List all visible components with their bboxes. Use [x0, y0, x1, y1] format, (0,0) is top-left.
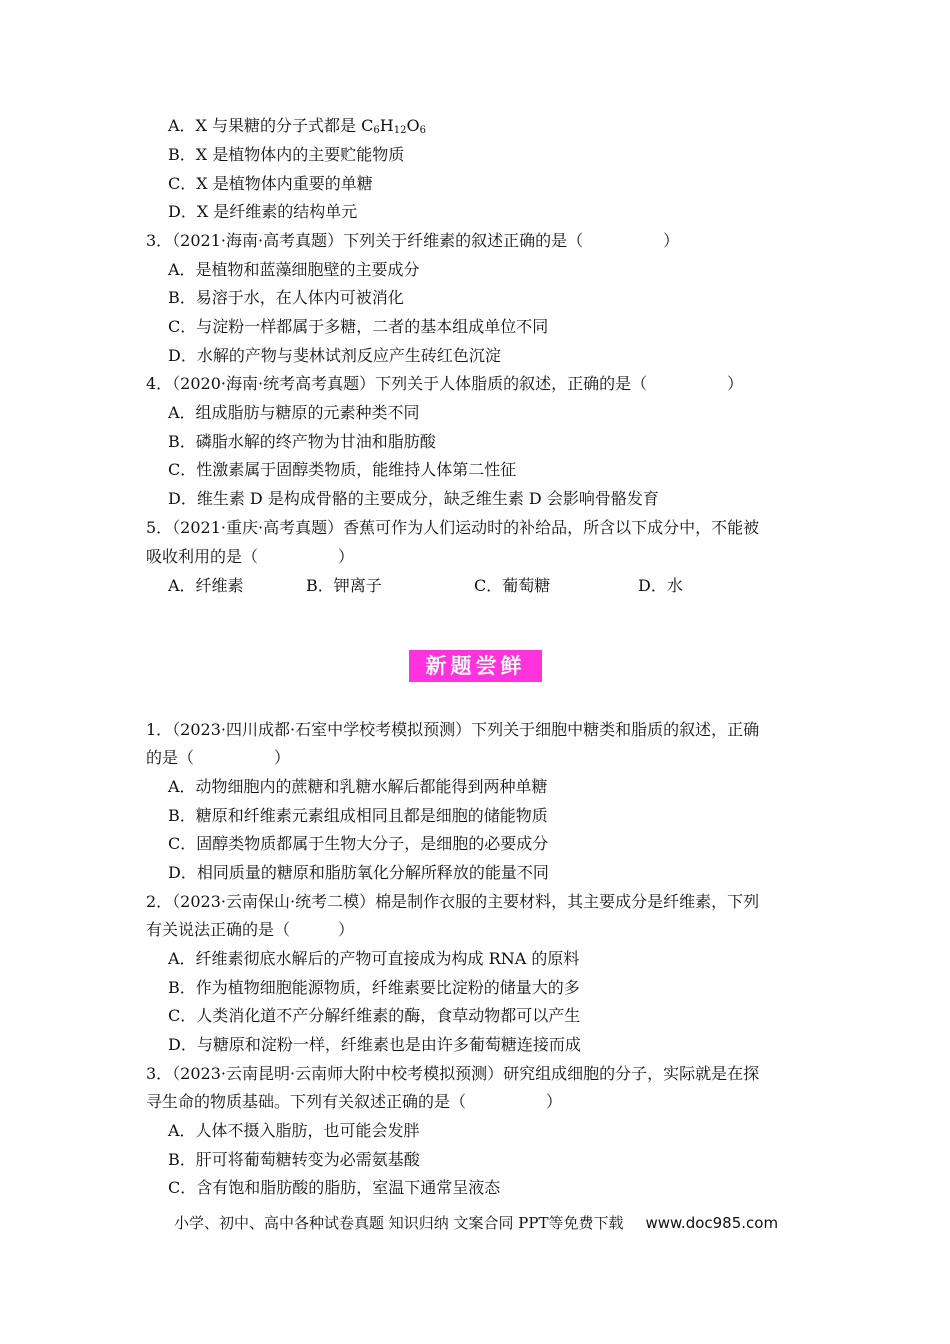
n2-option-d: D．与糖原和淀粉一样，纤维素也是由许多葡萄糖连接而成: [168, 1035, 581, 1054]
q4-option-d: D．维生素 D 是构成骨骼的主要成分，缺乏维生素 D 会影响骨骼发育: [168, 489, 659, 508]
n1-stem-line1: 1．（2023·四川成都·石室中学校考模拟预测）下列关于细胞中糖类和脂质的叙述，正确: [146, 720, 760, 739]
n2-option-b: B．作为植物细胞能源物质，纤维素要比淀粉的储量大的多: [168, 978, 580, 997]
footer-text: 小学、初中、高中各种试卷真题 知识归纳 文案合同 PPT等免费下载: [174, 1214, 624, 1232]
q2-option-d: D．X 是纤维素的结构单元: [168, 202, 358, 221]
q3-option-d: D．水解的产物与斐林试剂反应产生砖红色沉淀: [168, 346, 501, 365]
n1-option-a: A．动物细胞内的蔗糖和乳糖水解后都能得到两种单糖: [168, 777, 548, 796]
n3-stem-line2: 寻生命的物质基础。下列有关叙述正确的是（ ）: [146, 1092, 563, 1111]
q5-stem-line1: 5．（2021·重庆·高考真题）香蕉可作为人们运动时的补给品，所含以下成分中，不能被: [146, 518, 760, 537]
n2-stem-line2: 有关说法正确的是（ ）: [146, 920, 355, 939]
n3-option-c: C．含有饱和脂肪酸的脂肪，室温下通常呈液态: [168, 1178, 501, 1197]
n2-option-a: A．纤维素彻底水解后的产物可直接成为构成 RNA 的原料: [168, 949, 580, 968]
n3-option-a: A．人体不摄入脂肪，也可能会发胖: [168, 1121, 420, 1140]
q4-option-b: B．磷脂水解的终产物为甘油和脂肪酸: [168, 432, 436, 451]
q2-option-a: A．X 与果糖的分子式都是 $C_6H_{12}O_6$: [168, 116, 426, 136]
q3-option-c: C．与淀粉一样都属于多糖，二者的基本组成单位不同: [168, 317, 549, 336]
q5-option-b: B．钾离子: [306, 576, 382, 595]
q4-option-a: A．组成脂肪与糖原的元素种类不同: [168, 403, 420, 422]
q5-options: [0, 576, 950, 596]
q2-option-c: C．X 是植物体内重要的单糖: [168, 174, 373, 193]
q3-option-b: B．易溶于水，在人体内可被消化: [168, 288, 404, 307]
q3-stem: 3．（2021·海南·高考真题）下列关于纤维素的叙述正确的是（ ）: [146, 231, 680, 250]
q4-option-c: C．性激素属于固醇类物质，能维持人体第二性征: [168, 460, 517, 479]
n1-option-c: C．固醇类物质都属于生物大分子，是细胞的必要成分: [168, 834, 549, 853]
section-title-banner: 新题尝鲜: [409, 650, 542, 682]
n3-stem-line1: 3．（2023·云南昆明·云南师大附中校考模拟预测）研究组成细胞的分子，实际就是在探: [146, 1064, 760, 1083]
q5-option-d: D．水: [638, 576, 683, 595]
n2-option-c: C．人类消化道不产分解纤维素的酶，食草动物都可以产生: [168, 1006, 581, 1025]
page-footer: [174, 1213, 778, 1233]
q5-stem-line2: 吸收利用的是（ ）: [146, 547, 355, 566]
n3-option-b: B．肝可将葡萄糖转变为必需氨基酸: [168, 1150, 420, 1169]
n1-stem-line2: 的是（ ）: [146, 748, 291, 767]
n2-stem-line1: 2．（2023·云南保山·统考二模）棉是制作衣服的主要材料，其主要成分是纤维素，下列: [146, 892, 760, 911]
q5-option-a: A．纤维素: [168, 576, 244, 595]
n1-option-b: B．糖原和纤维素元素组成相同且都是细胞的储能物质: [168, 806, 548, 825]
q3-option-a: A．是植物和蓝藻细胞壁的主要成分: [168, 260, 420, 279]
q4-stem: 4．（2020·海南·统考高考真题）下列关于人体脂质的叙述，正确的是（ ）: [146, 374, 744, 393]
q2-option-b: B．X 是植物体内的主要贮能物质: [168, 145, 405, 164]
footer-link[interactable]: www.doc985.com: [645, 1214, 779, 1232]
n1-option-d: D．相同质量的糖原和脂肪氧化分解所释放的能量不同: [168, 863, 549, 882]
q5-option-c: C．葡萄糖: [474, 576, 551, 595]
